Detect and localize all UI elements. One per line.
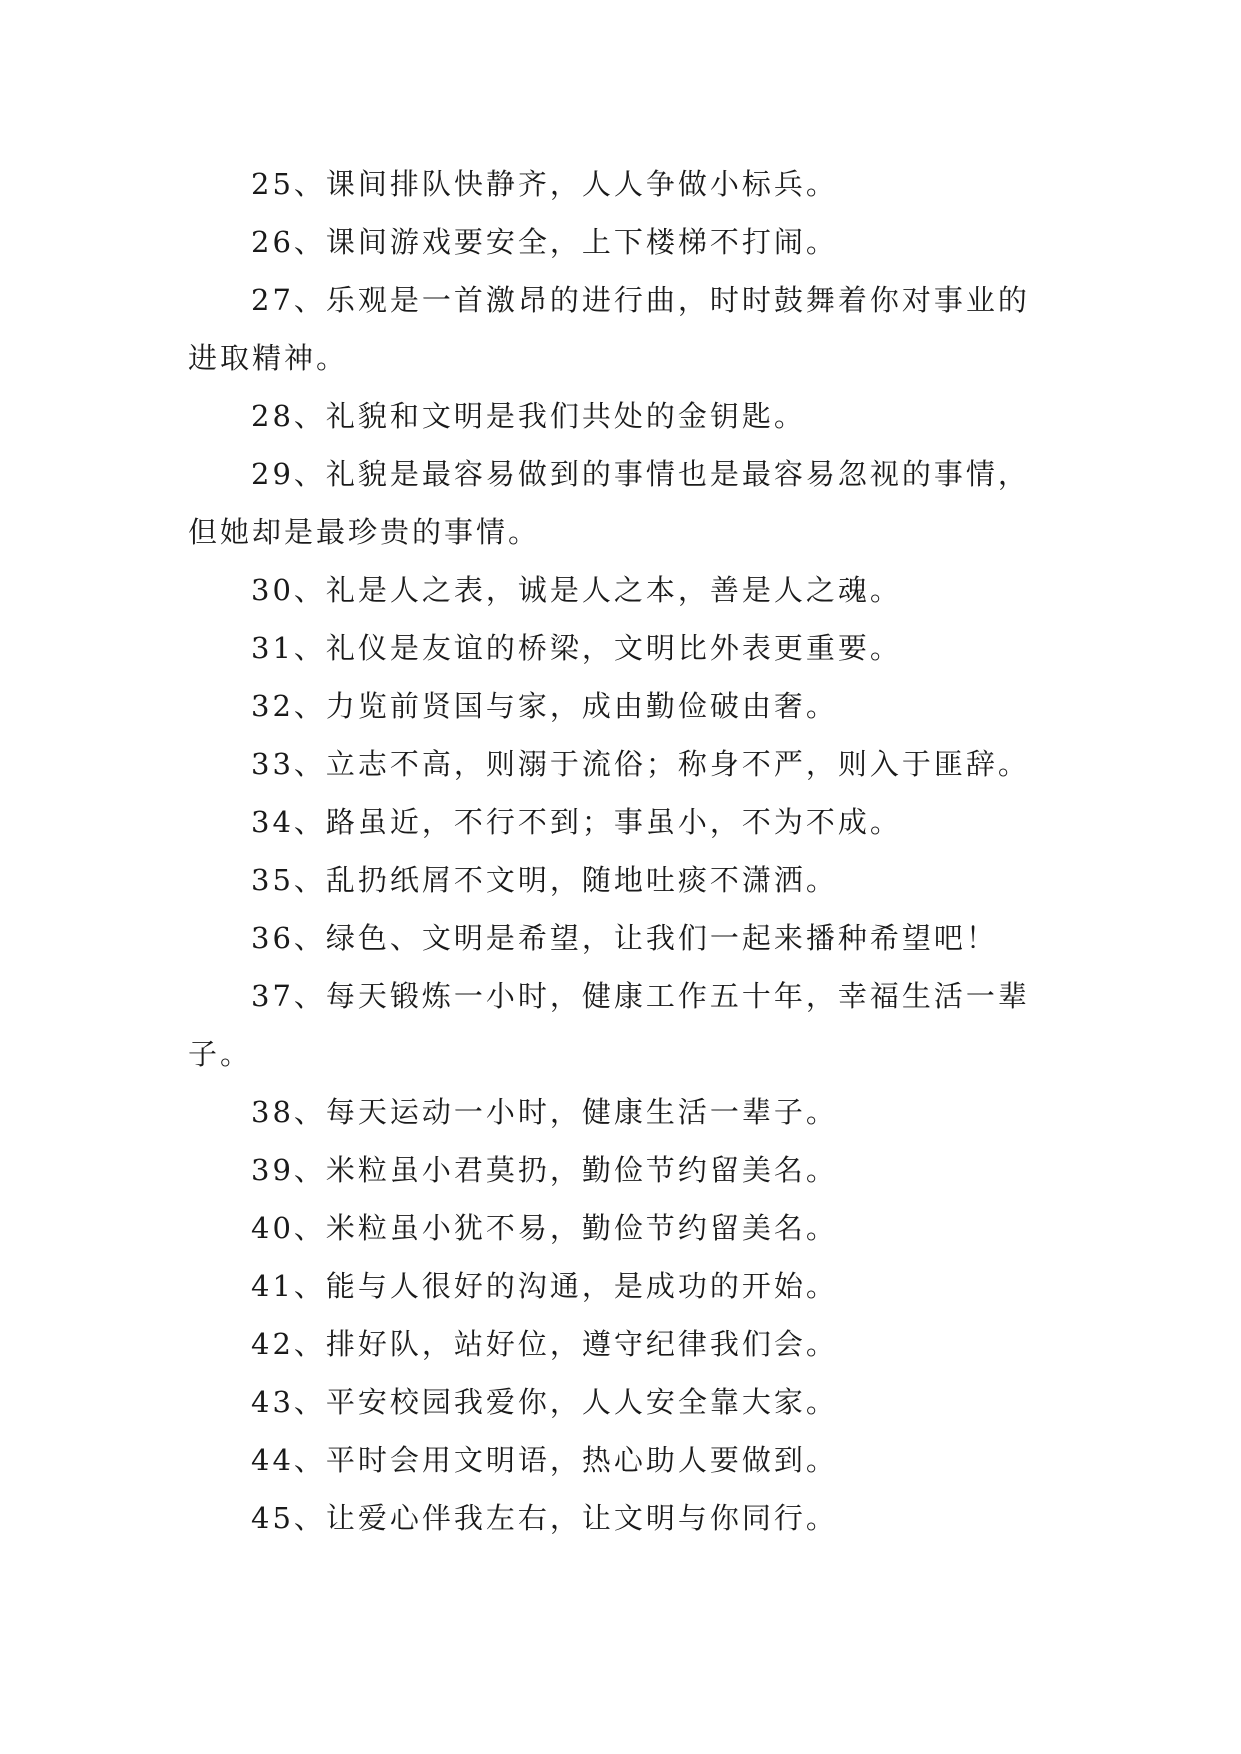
slogan-paragraph: 36、绿色、文明是希望，让我们一起来播种希望吧！ [251, 921, 998, 955]
slogan-paragraph: 30、礼是人之表，诚是人之本，善是人之魂。 [251, 573, 902, 607]
slogan-paragraph: 26、课间游戏要安全，上下楼梯不打闹。 [251, 225, 838, 259]
slogan-paragraph: 29、礼貌是最容易做到的事情也是最容易忽视的事情，但她却是最珍贵的事情。 [188, 457, 1030, 549]
slogan-paragraph: 31、礼仪是友谊的桥梁，文明比外表更重要。 [251, 631, 902, 665]
document-body [188, 155, 1058, 1547]
slogan-paragraph: 35、乱扔纸屑不文明，随地吐痰不潇洒。 [251, 863, 838, 897]
slogan-paragraph: 45、让爱心伴我左右，让文明与你同行。 [251, 1501, 838, 1535]
slogan-paragraph: 32、力览前贤国与家，成由勤俭破由奢。 [251, 689, 838, 723]
slogan-paragraph: 40、米粒虽小犹不易，勤俭节约留美名。 [251, 1211, 838, 1245]
slogan-paragraph: 37、每天锻炼一小时，健康工作五十年，幸福生活一辈子。 [188, 979, 1030, 1071]
slogan-paragraph: 44、平时会用文明语，热心助人要做到。 [251, 1443, 838, 1477]
slogan-paragraph: 39、米粒虽小君莫扔，勤俭节约留美名。 [251, 1153, 838, 1187]
slogan-paragraph: 41、能与人很好的沟通，是成功的开始。 [251, 1269, 838, 1303]
slogan-paragraph: 27、乐观是一首激昂的进行曲，时时鼓舞着你对事业的进取精神。 [188, 283, 1030, 375]
slogan-paragraph: 25、课间排队快静齐，人人争做小标兵。 [251, 167, 838, 201]
slogan-paragraph: 33、立志不高，则溺于流俗；称身不严，则入于匪辞。 [251, 747, 1030, 781]
slogan-paragraph: 42、排好队，站好位，遵守纪律我们会。 [251, 1327, 838, 1361]
slogan-paragraph: 38、每天运动一小时，健康生活一辈子。 [251, 1095, 838, 1129]
slogan-paragraph: 34、路虽近，不行不到；事虽小，不为不成。 [251, 805, 902, 839]
slogan-paragraph: 43、平安校园我爱你，人人安全靠大家。 [251, 1385, 838, 1419]
slogan-paragraph: 28、礼貌和文明是我们共处的金钥匙。 [251, 399, 806, 433]
